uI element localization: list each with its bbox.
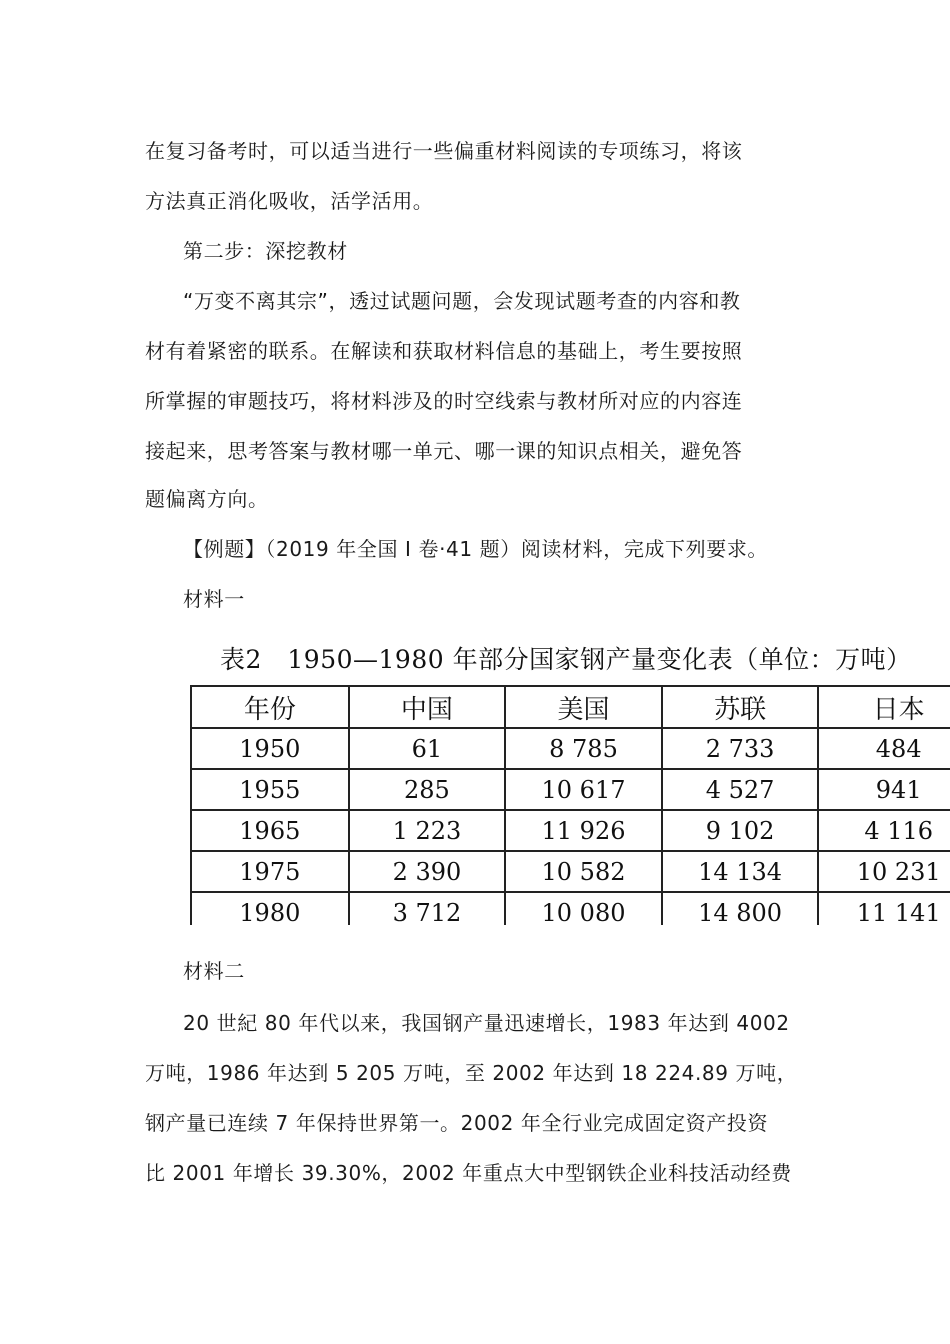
table-cell: 14 800: [662, 892, 819, 925]
table-cell: 1980: [191, 892, 349, 925]
steel-output-table-wrap: [190, 685, 950, 925]
column-header: 日本: [818, 686, 950, 728]
table-cell: 285: [349, 769, 506, 810]
steel-output-table: [190, 685, 950, 925]
paragraph-line: 材有着紧密的联系。在解读和获取材料信息的基础上，考生要按照: [145, 339, 743, 363]
paragraph-line: 钢产量已连续 7 年保持世界第一。2002 年全行业完成固定资产投资: [145, 1111, 769, 1135]
table-row: [191, 851, 950, 892]
table-row: [191, 892, 950, 925]
column-header: 年份: [191, 686, 349, 728]
table-cell: 1955: [191, 769, 349, 810]
table-cell: 941: [818, 769, 950, 810]
table-cell: 10 231: [818, 851, 950, 892]
table-cell: 1 223: [349, 810, 506, 851]
table-row: [191, 728, 950, 769]
table-cell: 10 582: [505, 851, 662, 892]
paragraph-line: 接起来，思考答案与教材哪一单元、哪一课的知识点相关，避免答: [145, 439, 743, 463]
table-cell: 3 712: [349, 892, 506, 925]
paragraph-line: 方法真正消化吸收，活学活用。: [145, 189, 434, 213]
table-cell: 1965: [191, 810, 349, 851]
table-cell: 8 785: [505, 728, 662, 769]
table-caption: 表2 1950—1980 年部分国家钢产量变化表（单位：万吨）: [220, 645, 912, 674]
table-cell: 484: [818, 728, 950, 769]
table-cell: 2 733: [662, 728, 819, 769]
material-label: 材料一: [183, 587, 245, 611]
paragraph-line: 题偏离方向。: [145, 487, 269, 511]
table-cell: 61: [349, 728, 506, 769]
table-cell: 4 116: [818, 810, 950, 851]
table-row: [191, 810, 950, 851]
paragraph-line: 比 2001 年增长 39.30%，2002 年重点大中型钢铁企业科技活动经费: [145, 1161, 792, 1185]
paragraph-line: “万变不离其宗”，透过试题问题，会发现试题考查的内容和教: [183, 289, 741, 313]
paragraph-line: 万吨，1986 年达到 5 205 万吨，至 2002 年达到 18 224.89 万吨，: [145, 1061, 798, 1085]
table-cell: 1975: [191, 851, 349, 892]
example-heading: 【例题】（2019 年全国 I 卷·41 题）阅读材料，完成下列要求。: [183, 537, 769, 561]
column-header: 美国: [505, 686, 662, 728]
table-cell: 10 617: [505, 769, 662, 810]
paragraph-line: 20 世紀 80 年代以来，我国钢产量迅速增长，1983 年达到 4002: [183, 1011, 790, 1035]
table-cell: 11 141: [818, 892, 950, 925]
table-row: [191, 769, 950, 810]
table-cell: 1950: [191, 728, 349, 769]
section-heading: 第二步：深挖教材: [183, 239, 348, 263]
column-header: 中国: [349, 686, 506, 728]
paragraph-line: 在复习备考时，可以适当进行一些偏重材料阅读的专项练习，将该: [145, 139, 743, 163]
table-cell: 11 926: [505, 810, 662, 851]
column-header: 苏联: [662, 686, 819, 728]
table-cell: 14 134: [662, 851, 819, 892]
table-header-row: [191, 686, 950, 728]
material-label: 材料二: [183, 959, 245, 983]
table-cell: 4 527: [662, 769, 819, 810]
table-cell: 10 080: [505, 892, 662, 925]
paragraph-line: 所掌握的审题技巧，将材料涉及的时空线索与教材所对应的内容连: [145, 389, 743, 413]
table-cell: 2 390: [349, 851, 506, 892]
table-cell: 9 102: [662, 810, 819, 851]
